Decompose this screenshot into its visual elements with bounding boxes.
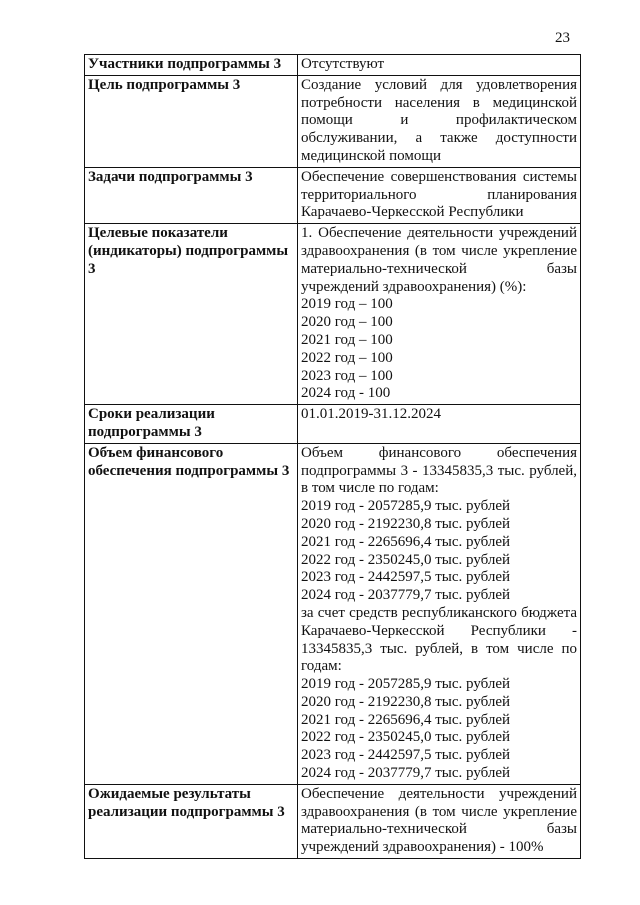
value-line: 2024 год - 2037779,7 тыс. рублей (301, 587, 511, 604)
row-label: Объем финансового обеспечения подпрограммы 3 (85, 443, 298, 784)
value-line: 2022 год - 2350245,0 тыс. рублей (301, 729, 511, 746)
row-label: Цель подпрограммы 3 (85, 75, 298, 167)
table-row (85, 784, 581, 858)
table-row (85, 55, 581, 76)
table-row (85, 405, 581, 444)
table-row (85, 224, 581, 405)
value-line: 2024 год - 100 (301, 385, 391, 402)
row-label: Ожидаемые результаты реализации подпрограммы 3 (85, 784, 298, 858)
row-value (298, 224, 581, 405)
value-line: 2021 год - 2265696,4 тыс. рублей (301, 533, 511, 550)
value-line: 2020 год - 2192230,8 тыс. рублей (301, 515, 511, 532)
row-value (298, 405, 581, 444)
value-line: 2019 год - 2057285,9 тыс. рублей (301, 498, 511, 515)
row-value (298, 443, 581, 784)
value-line: 2020 год – 100 (301, 314, 393, 331)
value-line: 2019 год – 100 (301, 296, 393, 313)
value-line: 1. Обеспечение деятельности учреждений здравоохранения (в том числе укрепление материально-технической базы учреждений здравоохранения) (%): (301, 225, 577, 295)
table-body (85, 55, 581, 859)
row-value (298, 784, 581, 858)
value-line: за счет средств республиканского бюджета Карачаево-Черкесской Республики - 13345835,3 тыс. рублей, в том числе по годам: (301, 604, 577, 675)
value-line: 2023 год - 2442597,5 тыс. рублей (301, 569, 511, 586)
value-line: 2023 год – 100 (301, 367, 393, 384)
value-line: 01.01.2019-31.12.2024 (301, 406, 441, 423)
value-line: 2021 год – 100 (301, 331, 393, 348)
value-line: 2019 год - 2057285,9 тыс. рублей (301, 676, 511, 693)
subprogram-passport-table (84, 54, 581, 859)
row-value (298, 75, 581, 167)
table-row (85, 167, 581, 223)
row-value (298, 167, 581, 223)
table-row (85, 443, 581, 784)
value-line: 2024 год - 2037779,7 тыс. рублей (301, 765, 511, 782)
value-line: Обеспечение совершенствования системы территориального планирования Карачаево-Черкесской Республики (301, 168, 577, 221)
value-line: 2022 год - 2350245,0 тыс. рублей (301, 551, 511, 568)
row-label: Сроки реализации подпрограммы 3 (85, 405, 298, 444)
row-value (298, 55, 581, 76)
row-label: Целевые показатели (индикаторы) подпрограммы 3 (85, 224, 298, 405)
value-line: Создание условий для удовлетворения потребности населения в медицинской помощи и профилактическом обслуживании, а также доступности медицинской помощи (301, 76, 577, 164)
value-line: Обеспечение деятельности учреждений здравоохранения (в том числе укрепление материально-технической базы учреждений здравоохранения) - 100% (301, 785, 577, 856)
value-line: 2022 год – 100 (301, 349, 393, 366)
table-row (85, 75, 581, 167)
row-label: Задачи подпрограммы 3 (85, 167, 298, 223)
value-line: 2020 год - 2192230,8 тыс. рублей (301, 693, 511, 710)
value-line: 2023 год - 2442597,5 тыс. рублей (301, 747, 511, 764)
value-line: 2021 год - 2265696,4 тыс. рублей (301, 711, 511, 728)
value-line: Отсутствуют (301, 56, 385, 72)
page-number: 23 (555, 30, 570, 46)
row-label: Участники подпрограммы 3 (85, 55, 298, 76)
value-line: Объем финансового обеспечения подпрограммы 3 - 13345835,3 тыс. рублей, в том числе по годам: (301, 444, 577, 497)
